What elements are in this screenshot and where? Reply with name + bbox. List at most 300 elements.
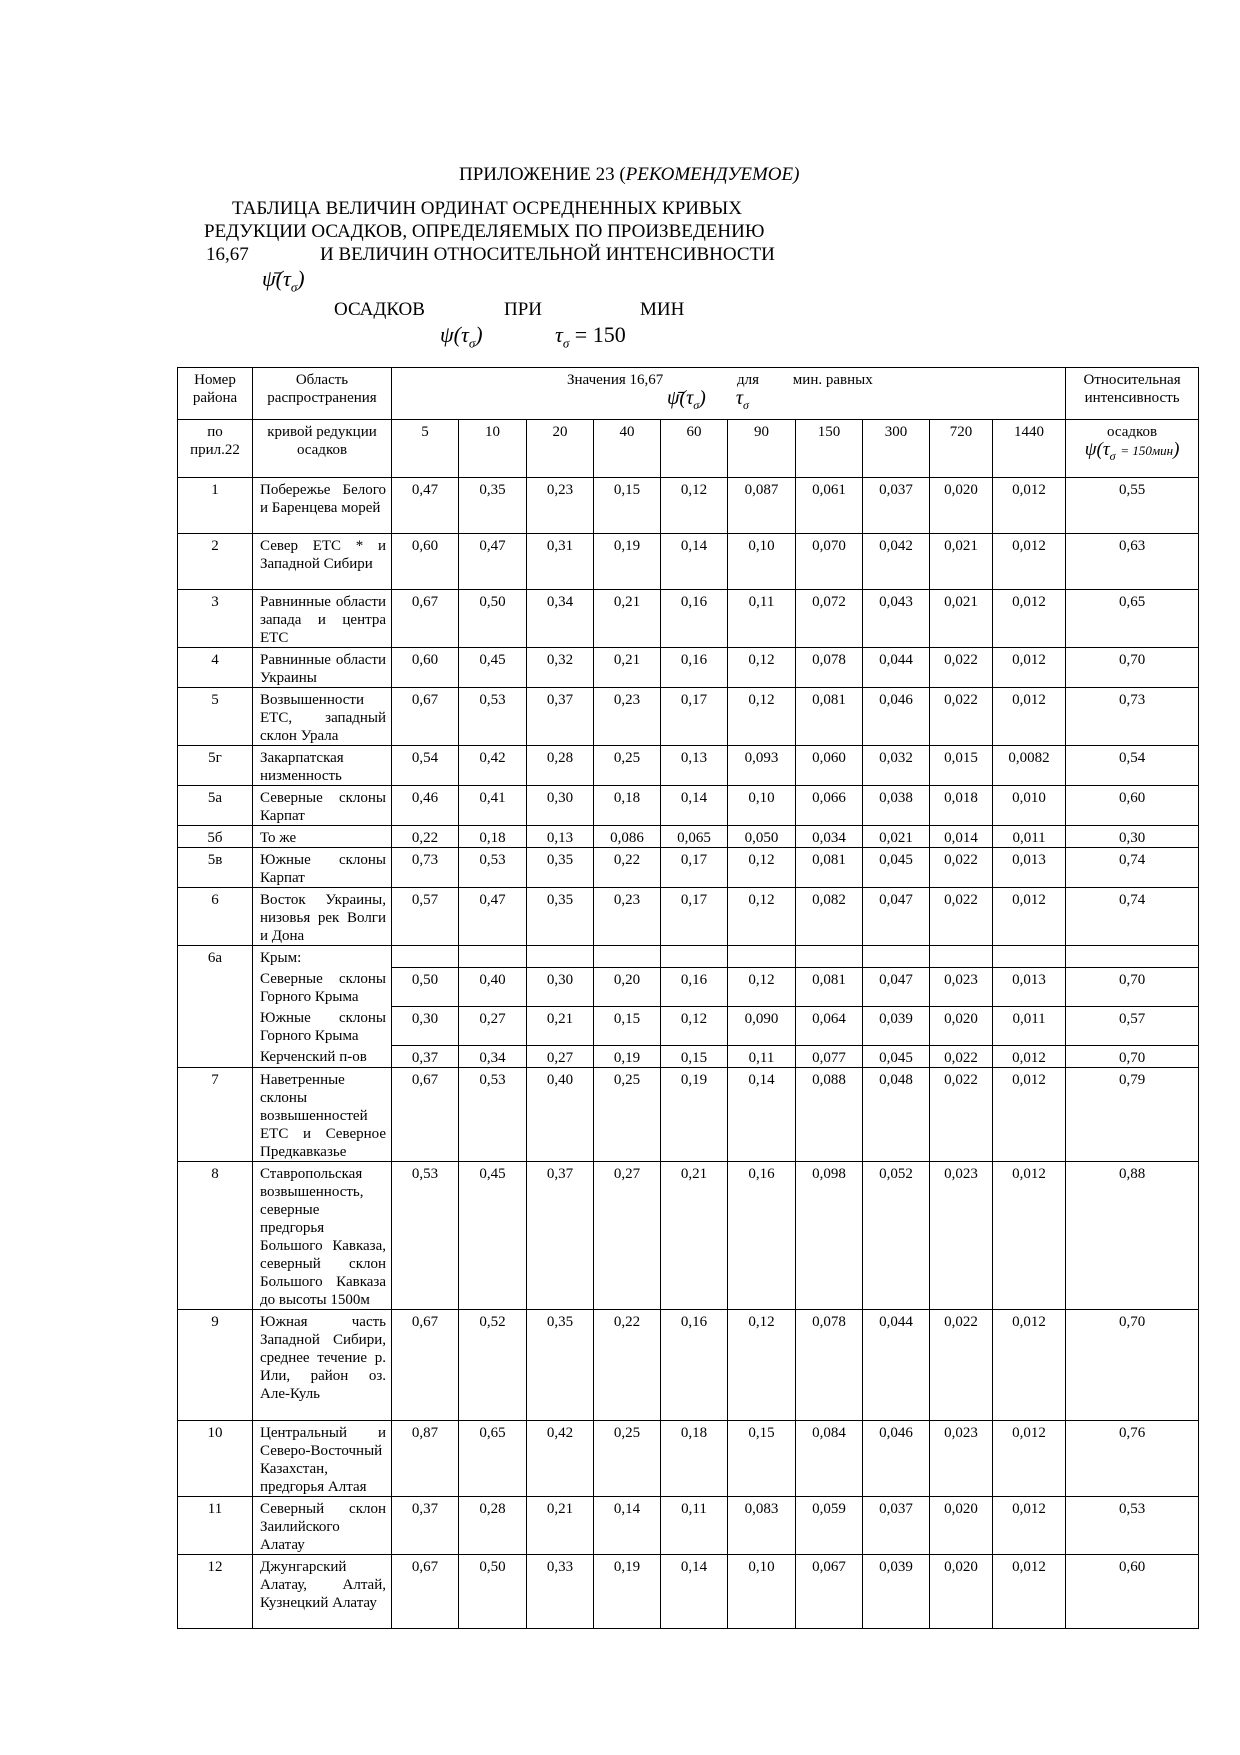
- value-cell: 0,044: [863, 648, 930, 688]
- value-cell: 0,020: [930, 478, 993, 534]
- region-area: Равнинные области Украины: [253, 648, 392, 688]
- relative-intensity: 0,70: [1066, 967, 1199, 1006]
- value-cell: 0,30: [392, 1006, 459, 1045]
- value-cell: 0,11: [728, 590, 796, 648]
- value-cell: 0,11: [728, 1045, 796, 1067]
- empty-cell: [594, 946, 661, 968]
- value-cell: 0,012: [993, 688, 1066, 746]
- value-cell: 0,46: [392, 786, 459, 826]
- formula-psi: $\psi(\tau_\sigma)$: [440, 322, 483, 351]
- value-cell: 0,010: [993, 786, 1066, 826]
- dur-5: 5: [392, 420, 459, 478]
- region-number: 6а: [178, 946, 253, 1068]
- region-number: 5б: [178, 826, 253, 848]
- value-cell: 0,16: [661, 590, 728, 648]
- value-cell: 0,41: [459, 786, 527, 826]
- relative-intensity: 0,73: [1066, 688, 1199, 746]
- value-cell: 0,012: [993, 1554, 1066, 1628]
- col-region-no-2: по прил.22: [178, 420, 253, 478]
- empty-cell: [863, 946, 930, 968]
- value-cell: 0,020: [930, 1554, 993, 1628]
- title-line-3a: 16,67: [206, 244, 249, 265]
- value-cell: 0,14: [661, 1554, 728, 1628]
- value-cell: 0,60: [392, 534, 459, 590]
- value-cell: 0,12: [728, 888, 796, 946]
- dur-10: 10: [459, 420, 527, 478]
- region-area: Крым:: [253, 946, 392, 968]
- region-number: 11: [178, 1496, 253, 1554]
- value-cell: 0,35: [527, 1309, 594, 1420]
- dur-60: 60: [661, 420, 728, 478]
- empty-cell: [527, 946, 594, 968]
- region-number: 12: [178, 1554, 253, 1628]
- value-cell: 0,23: [594, 888, 661, 946]
- region-area: Северные склоны Карпат: [253, 786, 392, 826]
- value-cell: 0,020: [930, 1006, 993, 1045]
- relative-intensity: 0,30: [1066, 826, 1199, 848]
- value-cell: 0,045: [863, 1045, 930, 1067]
- value-cell: 0,022: [930, 688, 993, 746]
- value-cell: 0,47: [392, 478, 459, 534]
- value-cell: 0,53: [459, 848, 527, 888]
- relative-intensity: 0,70: [1066, 1045, 1199, 1067]
- value-cell: 0,27: [459, 1006, 527, 1045]
- region-area: Южная часть Западной Сибири, среднее течение р. Или, район оз. Але-Куль: [253, 1309, 392, 1420]
- value-cell: 0,15: [661, 1045, 728, 1067]
- empty-cell: [993, 946, 1066, 968]
- region-area: То же: [253, 826, 392, 848]
- region-number: 3: [178, 590, 253, 648]
- value-cell: 0,34: [527, 590, 594, 648]
- value-cell: 0,25: [594, 1420, 661, 1496]
- value-cell: 0,046: [863, 688, 930, 746]
- value-cell: 0,093: [728, 746, 796, 786]
- value-cell: 0,60: [392, 648, 459, 688]
- value-cell: 0,35: [527, 888, 594, 946]
- value-cell: 0,0082: [993, 746, 1066, 786]
- value-cell: 0,18: [661, 1420, 728, 1496]
- rel-formula: $\psi(\tau_\sigma = 150мин)$: [1084, 439, 1180, 463]
- table-row: [178, 478, 1199, 534]
- value-cell: 0,27: [527, 1045, 594, 1067]
- value-cell: 0,052: [863, 1161, 930, 1309]
- value-cell: 0,013: [993, 967, 1066, 1006]
- value-cell: 0,022: [930, 1309, 993, 1420]
- value-cell: 0,012: [993, 1309, 1066, 1420]
- empty-cell: [392, 946, 459, 968]
- value-cell: 0,022: [930, 1067, 993, 1161]
- value-cell: 0,023: [930, 1420, 993, 1496]
- value-cell: 0,12: [728, 967, 796, 1006]
- table-row: [178, 1006, 1199, 1045]
- value-cell: 0,047: [863, 888, 930, 946]
- table-row: [178, 746, 1199, 786]
- value-cell: 0,16: [661, 967, 728, 1006]
- dur-300: 300: [863, 420, 930, 478]
- region-area: Восток Украины, низовья рек Волги и Дона: [253, 888, 392, 946]
- table-row: [178, 1045, 1199, 1067]
- value-cell: 0,42: [527, 1420, 594, 1496]
- value-cell: 0,57: [392, 888, 459, 946]
- col-values: Значения 16,67 для мин. равных $\psī(\tau_\sigma)$ $\tau_\sigma$: [392, 368, 1066, 420]
- value-cell: 0,14: [594, 1496, 661, 1554]
- value-cell: 0,012: [993, 590, 1066, 648]
- value-cell: 0,037: [863, 478, 930, 534]
- value-cell: 0,072: [796, 590, 863, 648]
- value-cell: 0,018: [930, 786, 993, 826]
- value-cell: 0,012: [993, 534, 1066, 590]
- value-cell: 0,048: [863, 1067, 930, 1161]
- value-cell: 0,067: [796, 1554, 863, 1628]
- region-number: 5: [178, 688, 253, 746]
- region-area: Побережье Белого и Баренцева морей: [253, 478, 392, 534]
- value-cell: 0,21: [661, 1161, 728, 1309]
- value-cell: 0,12: [661, 478, 728, 534]
- title-line-4c: МИН: [640, 299, 685, 320]
- table-row: [178, 648, 1199, 688]
- value-cell: 0,14: [661, 786, 728, 826]
- value-cell: 0,15: [594, 1006, 661, 1045]
- value-cell: 0,28: [459, 1496, 527, 1554]
- table-row: [178, 688, 1199, 746]
- value-cell: 0,037: [863, 1496, 930, 1554]
- value-cell: 0,50: [459, 590, 527, 648]
- value-cell: 0,038: [863, 786, 930, 826]
- region-number: 5г: [178, 746, 253, 786]
- appendix-note: РЕКОМЕНДУЕМОЕ): [625, 164, 800, 185]
- value-cell: 0,047: [863, 967, 930, 1006]
- value-cell: 0,032: [863, 746, 930, 786]
- title-line-1: ТАБЛИЦА ВЕЛИЧИН ОРДИНАТ ОСРЕДНЕННЫХ КРИВЫХ: [232, 198, 742, 219]
- dur-90: 90: [728, 420, 796, 478]
- value-cell: 0,021: [863, 826, 930, 848]
- region-area: Равнинные области запада и центра ЕТС: [253, 590, 392, 648]
- relative-intensity: 0,74: [1066, 888, 1199, 946]
- value-cell: 0,53: [459, 1067, 527, 1161]
- value-cell: 0,046: [863, 1420, 930, 1496]
- value-cell: 0,013: [993, 848, 1066, 888]
- value-cell: 0,17: [661, 888, 728, 946]
- value-cell: 0,45: [459, 648, 527, 688]
- value-cell: 0,081: [796, 967, 863, 1006]
- value-cell: 0,10: [728, 534, 796, 590]
- value-cell: 0,34: [459, 1045, 527, 1067]
- region-area: Закарпатская низменность: [253, 746, 392, 786]
- table-row: [178, 888, 1199, 946]
- region-number: 5а: [178, 786, 253, 826]
- value-cell: 0,12: [728, 848, 796, 888]
- value-cell: 0,17: [661, 688, 728, 746]
- col-area: Область распространения: [253, 368, 392, 420]
- region-area: Северные склоны Горного Крыма: [253, 967, 392, 1006]
- value-cell: 0,014: [930, 826, 993, 848]
- title-line-3b: И ВЕЛИЧИН ОТНОСИТЕЛЬНОЙ ИНТЕНСИВНОСТИ: [320, 244, 775, 265]
- value-cell: 0,28: [527, 746, 594, 786]
- value-cell: 0,14: [661, 534, 728, 590]
- value-cell: 0,47: [459, 534, 527, 590]
- value-cell: 0,18: [594, 786, 661, 826]
- value-cell: 0,13: [661, 746, 728, 786]
- relative-intensity: 0,74: [1066, 848, 1199, 888]
- value-cell: 0,022: [930, 888, 993, 946]
- value-cell: 0,54: [392, 746, 459, 786]
- relative-intensity: 0,60: [1066, 1554, 1199, 1628]
- region-number: 8: [178, 1161, 253, 1309]
- dur-150: 150: [796, 420, 863, 478]
- value-cell: 0,12: [728, 648, 796, 688]
- col-rel-2: осадков $\psi(\tau_\sigma = 150мин)$: [1066, 420, 1199, 478]
- value-cell: 0,18: [459, 826, 527, 848]
- value-cell: 0,19: [594, 1045, 661, 1067]
- region-number: 5в: [178, 848, 253, 888]
- value-cell: 0,039: [863, 1554, 930, 1628]
- value-cell: 0,088: [796, 1067, 863, 1161]
- value-cell: 0,37: [392, 1045, 459, 1067]
- empty-cell: [661, 946, 728, 968]
- relative-intensity: 0,70: [1066, 648, 1199, 688]
- value-cell: 0,35: [527, 848, 594, 888]
- value-cell: 0,012: [993, 478, 1066, 534]
- value-cell: 0,065: [661, 826, 728, 848]
- value-cell: 0,012: [993, 888, 1066, 946]
- value-cell: 0,082: [796, 888, 863, 946]
- table-row: [178, 946, 1199, 968]
- value-cell: 0,098: [796, 1161, 863, 1309]
- value-cell: 0,10: [728, 786, 796, 826]
- region-area: Ставропольская возвышенность, северные предгорья Большого Кавказа, северный склон Большого Кавказа до высоты 1500м: [253, 1161, 392, 1309]
- value-cell: 0,22: [594, 848, 661, 888]
- value-cell: 0,086: [594, 826, 661, 848]
- value-cell: 0,023: [930, 1161, 993, 1309]
- value-cell: 0,21: [527, 1496, 594, 1554]
- value-cell: 0,21: [527, 1006, 594, 1045]
- value-cell: 0,078: [796, 1309, 863, 1420]
- empty-cell: [728, 946, 796, 968]
- value-cell: 0,17: [661, 848, 728, 888]
- value-cell: 0,31: [527, 534, 594, 590]
- value-cell: 0,67: [392, 1067, 459, 1161]
- value-cell: 0,083: [728, 1496, 796, 1554]
- table-row: [178, 534, 1199, 590]
- value-cell: 0,73: [392, 848, 459, 888]
- table-row: [178, 1554, 1199, 1628]
- formula-psi-bar: $\psī(\tau_\sigma)$: [262, 266, 305, 295]
- value-cell: 0,16: [661, 648, 728, 688]
- value-cell: 0,077: [796, 1045, 863, 1067]
- relative-intensity: 0,57: [1066, 1006, 1199, 1045]
- table-row: [178, 786, 1199, 826]
- value-cell: 0,30: [527, 967, 594, 1006]
- empty-cell: [459, 946, 527, 968]
- value-cell: 0,039: [863, 1006, 930, 1045]
- value-cell: 0,084: [796, 1420, 863, 1496]
- region-area: Джунгарский Алатау, Алтай, Кузнецкий Алатау: [253, 1554, 392, 1628]
- value-cell: 0,012: [993, 648, 1066, 688]
- table-row: [178, 848, 1199, 888]
- region-area: Северный склон Заилийского Алатау: [253, 1496, 392, 1554]
- value-cell: 0,081: [796, 688, 863, 746]
- value-cell: 0,066: [796, 786, 863, 826]
- value-cell: 0,15: [594, 478, 661, 534]
- value-cell: 0,059: [796, 1496, 863, 1554]
- value-cell: 0,53: [392, 1161, 459, 1309]
- value-cell: 0,87: [392, 1420, 459, 1496]
- value-cell: 0,16: [661, 1309, 728, 1420]
- appendix-title-text: ПРИЛОЖЕНИЕ 23 (: [459, 164, 626, 185]
- value-cell: 0,67: [392, 590, 459, 648]
- col-area-2: кривой редукции осадков: [253, 420, 392, 478]
- value-cell: 0,50: [392, 967, 459, 1006]
- value-cell: 0,044: [863, 1309, 930, 1420]
- value-cell: 0,022: [930, 848, 993, 888]
- value-cell: 0,011: [993, 1006, 1066, 1045]
- value-cell: 0,12: [661, 1006, 728, 1045]
- region-number: 4: [178, 648, 253, 688]
- value-cell: 0,11: [661, 1496, 728, 1554]
- dur-720: 720: [930, 420, 993, 478]
- value-cell: 0,13: [527, 826, 594, 848]
- table-row: [178, 1496, 1199, 1554]
- value-cell: 0,12: [728, 688, 796, 746]
- value-cell: 0,050: [728, 826, 796, 848]
- value-cell: 0,65: [459, 1420, 527, 1496]
- value-cell: 0,30: [527, 786, 594, 826]
- relative-intensity: 0,79: [1066, 1067, 1199, 1161]
- dur-1440: 1440: [993, 420, 1066, 478]
- value-cell: 0,47: [459, 888, 527, 946]
- value-cell: 0,16: [728, 1161, 796, 1309]
- value-cell: 0,25: [594, 1067, 661, 1161]
- region-area: Возвышенности ЕТС, западный склон Урала: [253, 688, 392, 746]
- value-cell: 0,022: [930, 648, 993, 688]
- value-cell: 0,10: [728, 1554, 796, 1628]
- value-cell: 0,23: [594, 688, 661, 746]
- region-area: Керченский п-ов: [253, 1045, 392, 1067]
- value-cell: 0,012: [993, 1161, 1066, 1309]
- region-number: 1: [178, 478, 253, 534]
- value-cell: 0,37: [527, 1161, 594, 1309]
- relative-intensity: 0,88: [1066, 1161, 1199, 1309]
- empty-cell: [796, 946, 863, 968]
- title-line-4b: ПРИ: [504, 299, 543, 320]
- value-cell: 0,42: [459, 746, 527, 786]
- relative-intensity: 0,60: [1066, 786, 1199, 826]
- value-cell: 0,33: [527, 1554, 594, 1628]
- value-cell: 0,52: [459, 1309, 527, 1420]
- value-cell: 0,070: [796, 534, 863, 590]
- region-area: Север ЕТС * и Западной Сибири: [253, 534, 392, 590]
- col-rel: Относительная интенсивность: [1066, 368, 1199, 420]
- value-cell: 0,090: [728, 1006, 796, 1045]
- relative-intensity: 0,76: [1066, 1420, 1199, 1496]
- region-number: 2: [178, 534, 253, 590]
- value-cell: 0,37: [527, 688, 594, 746]
- dur-40: 40: [594, 420, 661, 478]
- table-row: [178, 826, 1199, 848]
- value-cell: 0,15: [728, 1420, 796, 1496]
- relative-intensity: 0,53: [1066, 1496, 1199, 1554]
- appendix-title: [459, 164, 799, 186]
- col-region-no: Номер района: [178, 368, 253, 420]
- relative-intensity: 0,54: [1066, 746, 1199, 786]
- value-cell: 0,012: [993, 1420, 1066, 1496]
- dur-20: 20: [527, 420, 594, 478]
- region-area: Южные склоны Горного Крыма: [253, 1006, 392, 1045]
- value-cell: 0,40: [527, 1067, 594, 1161]
- value-cell: 0,21: [594, 590, 661, 648]
- value-cell: 0,011: [993, 826, 1066, 848]
- value-cell: 0,21: [594, 648, 661, 688]
- title-line-4a: ОСАДКОВ: [334, 299, 425, 320]
- value-cell: 0,061: [796, 478, 863, 534]
- value-cell: 0,53: [459, 688, 527, 746]
- value-cell: 0,023: [930, 967, 993, 1006]
- region-number: 6: [178, 888, 253, 946]
- value-cell: 0,14: [728, 1067, 796, 1161]
- relative-intensity: 0,63: [1066, 534, 1199, 590]
- empty-cell: [1066, 946, 1199, 968]
- value-cell: 0,087: [728, 478, 796, 534]
- values-formula: $\psī(\tau_\sigma)$ $\tau_\sigma$: [667, 387, 749, 412]
- region-area: Южные склоны Карпат: [253, 848, 392, 888]
- empty-cell: [930, 946, 993, 968]
- value-cell: 0,081: [796, 848, 863, 888]
- value-cell: 0,064: [796, 1006, 863, 1045]
- value-cell: 0,67: [392, 1554, 459, 1628]
- value-cell: 0,19: [594, 534, 661, 590]
- region-area: Центральный и Северо-Восточный Казахстан, предгорья Алтая: [253, 1420, 392, 1496]
- value-cell: 0,35: [459, 478, 527, 534]
- value-cell: 0,021: [930, 590, 993, 648]
- value-cell: 0,32: [527, 648, 594, 688]
- table-row: [178, 590, 1199, 648]
- table-row: [178, 967, 1199, 1006]
- table-row: [178, 1067, 1199, 1161]
- formula-tau-150: $\tau_\sigma = 150$: [555, 322, 626, 351]
- value-cell: 0,021: [930, 534, 993, 590]
- table-row: [178, 1161, 1199, 1309]
- value-cell: 0,22: [392, 826, 459, 848]
- value-cell: 0,50: [459, 1554, 527, 1628]
- value-cell: 0,045: [863, 848, 930, 888]
- value-cell: 0,40: [459, 967, 527, 1006]
- value-cell: 0,060: [796, 746, 863, 786]
- value-cell: 0,020: [930, 1496, 993, 1554]
- value-cell: 0,012: [993, 1496, 1066, 1554]
- reduction-table: [177, 367, 1199, 1629]
- value-cell: 0,19: [661, 1067, 728, 1161]
- value-cell: 0,012: [993, 1067, 1066, 1161]
- value-cell: 0,043: [863, 590, 930, 648]
- title-line-2: РЕДУКЦИИ ОСАДКОВ, ОПРЕДЕЛЯЕМЫХ ПО ПРОИЗВЕДЕНИЮ: [204, 221, 765, 242]
- value-cell: 0,25: [594, 746, 661, 786]
- relative-intensity: 0,70: [1066, 1309, 1199, 1420]
- value-cell: 0,67: [392, 1309, 459, 1420]
- value-cell: 0,078: [796, 648, 863, 688]
- value-cell: 0,37: [392, 1496, 459, 1554]
- table-row: [178, 1420, 1199, 1496]
- value-cell: 0,20: [594, 967, 661, 1006]
- value-cell: 0,45: [459, 1161, 527, 1309]
- region-number: 7: [178, 1067, 253, 1161]
- region-number: 10: [178, 1420, 253, 1496]
- value-cell: 0,19: [594, 1554, 661, 1628]
- value-cell: 0,022: [930, 1045, 993, 1067]
- value-cell: 0,015: [930, 746, 993, 786]
- value-cell: 0,042: [863, 534, 930, 590]
- value-cell: 0,22: [594, 1309, 661, 1420]
- relative-intensity: 0,55: [1066, 478, 1199, 534]
